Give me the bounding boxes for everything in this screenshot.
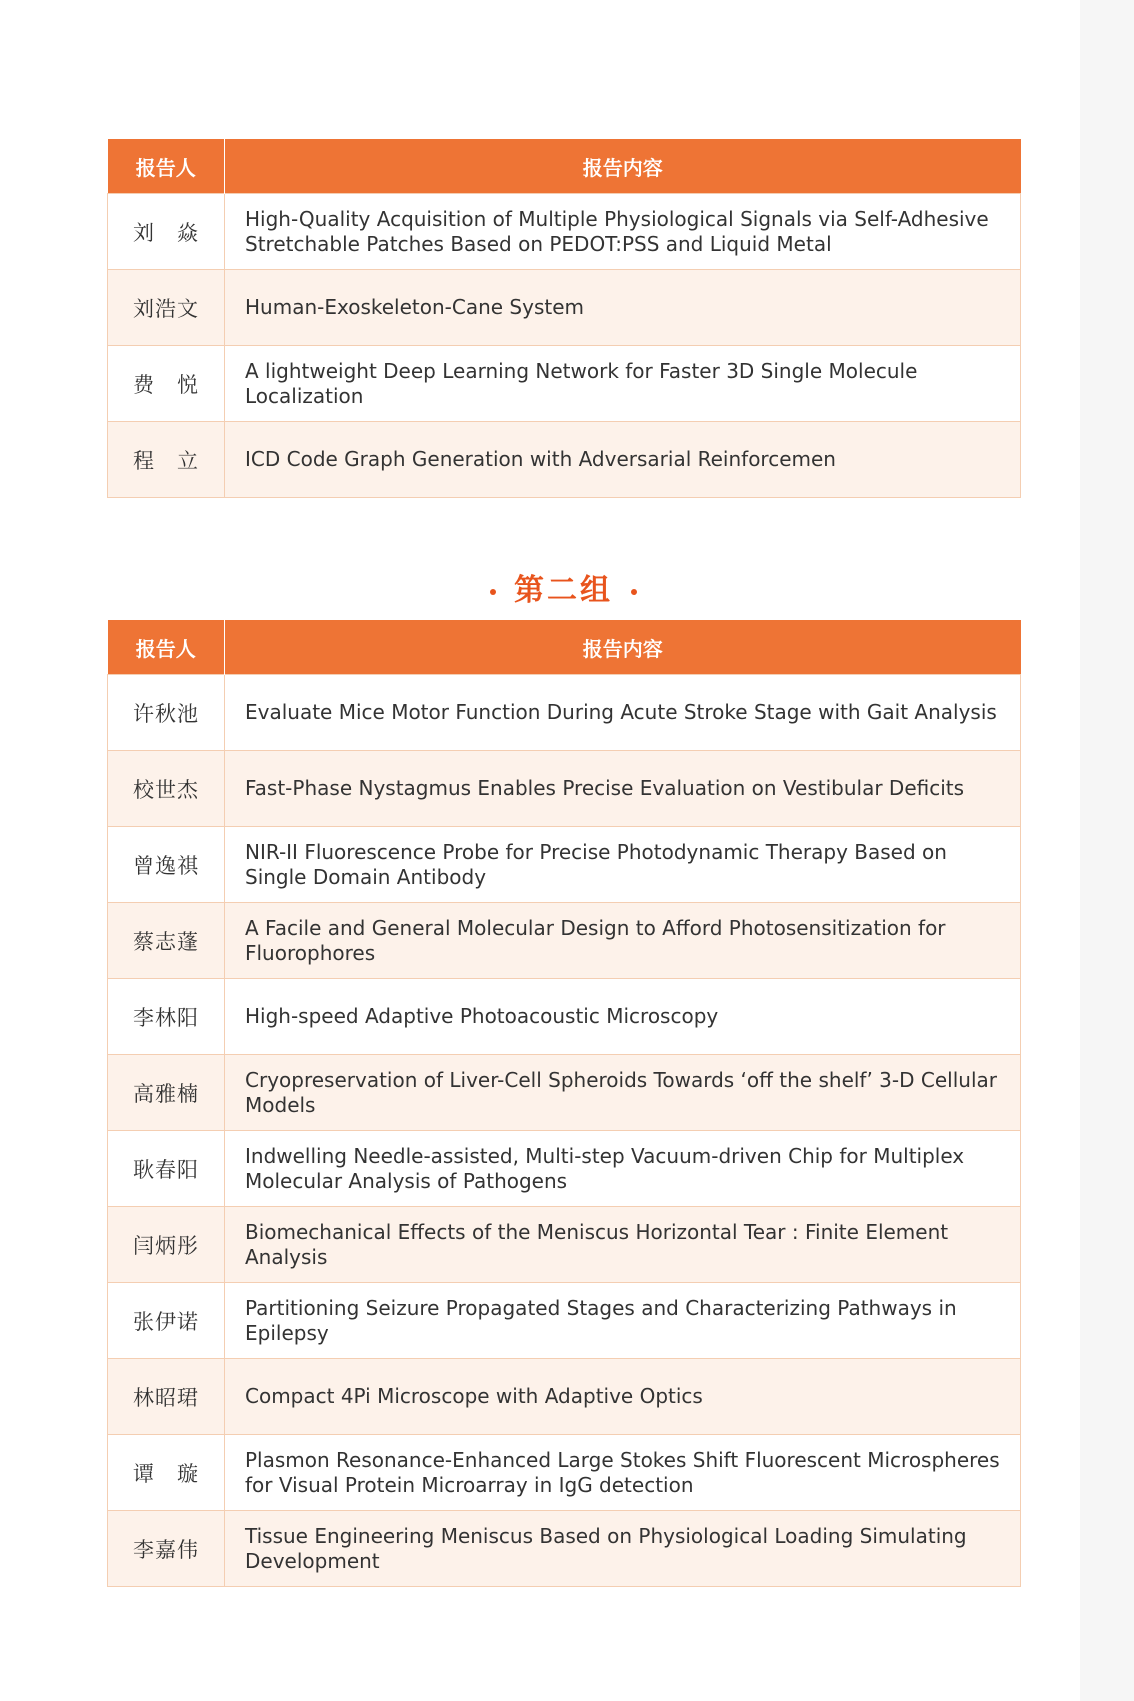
report-title: Cryopreservation of Liver-Cell Spheroids Towards ‘off the shelf’ 3-D Cellular Models [225, 1055, 1021, 1131]
speaker-name: 刘浩文 [108, 270, 225, 346]
group-2-heading [107, 565, 1020, 609]
table-header-row [108, 620, 1021, 675]
table-row [108, 903, 1021, 979]
report-title: Partitioning Seizure Propagated Stages and Characterizing Pathways in Epilepsy [225, 1283, 1021, 1359]
table-row [108, 346, 1021, 422]
table-row [108, 979, 1021, 1055]
speaker-name: 李嘉伟 [108, 1511, 225, 1587]
report-title: ICD Code Graph Generation with Adversarial Reinforcemen [225, 422, 1021, 498]
bullet-dot-icon [490, 589, 496, 595]
table-row [108, 270, 1021, 346]
report-table-group-2 [107, 620, 1021, 1587]
speaker-name: 曾逸祺 [108, 827, 225, 903]
table-row [108, 1511, 1021, 1587]
table-row [108, 422, 1021, 498]
table-row [108, 675, 1021, 751]
speaker-name: 程 立 [108, 422, 225, 498]
report-title: A lightweight Deep Learning Network for Faster 3D Single Molecule Localization [225, 346, 1021, 422]
speaker-name: 谭 璇 [108, 1435, 225, 1511]
speaker-column-header: 报告人 [108, 620, 225, 675]
speaker-name: 许秋池 [108, 675, 225, 751]
report-title: Tissue Engineering Meniscus Based on Physiological Loading Simulating Development [225, 1511, 1021, 1587]
report-table-group-1 [107, 139, 1021, 498]
content-column-header: 报告内容 [225, 620, 1021, 675]
content-column-header: 报告内容 [225, 139, 1021, 194]
group-title: 第二组 [514, 573, 613, 608]
report-title: A Facile and General Molecular Design to Afford Photosensitization for Fluorophores [225, 903, 1021, 979]
table-row [108, 751, 1021, 827]
speaker-name: 耿春阳 [108, 1131, 225, 1207]
table-row [108, 194, 1021, 270]
speaker-name: 校世杰 [108, 751, 225, 827]
report-title: Compact 4Pi Microscope with Adaptive Optics [225, 1359, 1021, 1435]
table-header-row [108, 139, 1021, 194]
table-row [108, 1055, 1021, 1131]
report-title: Human-Exoskeleton-Cane System [225, 270, 1021, 346]
report-title: Evaluate Mice Motor Function During Acute Stroke Stage with Gait Analysis [225, 675, 1021, 751]
table-row [108, 827, 1021, 903]
report-title: High-Quality Acquisition of Multiple Physiological Signals via Self-Adhesive Stretchable Patches Based on PEDOT:PSS and Liquid Metal [225, 194, 1021, 270]
speaker-name: 张伊诺 [108, 1283, 225, 1359]
report-title: NIR-II Fluorescence Probe for Precise Photodynamic Therapy Based on Single Domain Antibody [225, 827, 1021, 903]
speaker-name: 李林阳 [108, 979, 225, 1055]
speaker-name: 蔡志蓬 [108, 903, 225, 979]
report-title: High-speed Adaptive Photoacoustic Microscopy [225, 979, 1021, 1055]
table-row [108, 1207, 1021, 1283]
bullet-dot-icon [631, 589, 637, 595]
speaker-column-header: 报告人 [108, 139, 225, 194]
table-row [108, 1131, 1021, 1207]
speaker-name: 刘 焱 [108, 194, 225, 270]
table-row [108, 1359, 1021, 1435]
report-title: Plasmon Resonance-Enhanced Large Stokes Shift Fluorescent Microspheres for Visual Protein Microarray in IgG detection [225, 1435, 1021, 1511]
speaker-name: 高雅楠 [108, 1055, 225, 1131]
speaker-name: 费 悦 [108, 346, 225, 422]
speaker-name: 林昭珺 [108, 1359, 225, 1435]
table-row [108, 1283, 1021, 1359]
table-row [108, 1435, 1021, 1511]
report-title: Indwelling Needle-assisted, Multi-step Vacuum-driven Chip for Multiplex Molecular Analysis of Pathogens [225, 1131, 1021, 1207]
report-title: Fast-Phase Nystagmus Enables Precise Evaluation on Vestibular Deficits [225, 751, 1021, 827]
speaker-name: 闫炳彤 [108, 1207, 225, 1283]
report-title: Biomechanical Effects of the Meniscus Horizontal Tear : Finite Element Analysis [225, 1207, 1021, 1283]
